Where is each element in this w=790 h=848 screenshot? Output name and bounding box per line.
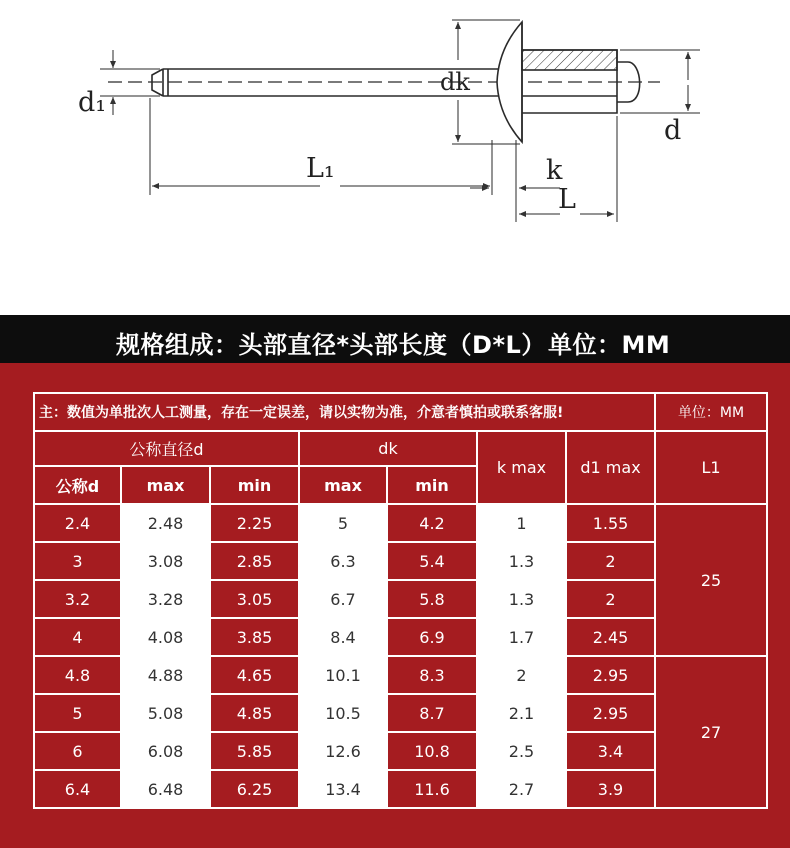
cell-d-min: 4.85 xyxy=(210,694,299,732)
cell-dk-min: 8.3 xyxy=(387,656,477,694)
cell-dk-min: 4.2 xyxy=(387,504,477,542)
cell-d-max: 4.88 xyxy=(121,656,210,694)
cell-k-max: 2.7 xyxy=(477,770,566,808)
header-d1-max: d1 max xyxy=(566,431,655,504)
cell-k-max: 2.1 xyxy=(477,694,566,732)
header-dk-max: max xyxy=(299,466,387,504)
cell-d-max: 6.08 xyxy=(121,732,210,770)
cell-dk-max: 5 xyxy=(299,504,387,542)
cell-nominal-d: 2.4 xyxy=(34,504,121,542)
cell-dk-max: 13.4 xyxy=(299,770,387,808)
cell-d1-max: 2.95 xyxy=(566,694,655,732)
cell-d-min: 4.65 xyxy=(210,656,299,694)
cell-d-min: 2.25 xyxy=(210,504,299,542)
cell-d-max: 3.08 xyxy=(121,542,210,580)
header-dk-min: min xyxy=(387,466,477,504)
cell-dk-min: 10.8 xyxy=(387,732,477,770)
cell-nominal-d: 3.2 xyxy=(34,580,121,618)
cell-k-max: 1.7 xyxy=(477,618,566,656)
note-row xyxy=(34,393,767,431)
cell-nominal-d: 4 xyxy=(34,618,121,656)
cell-d-max: 4.08 xyxy=(121,618,210,656)
cell-dk-max: 6.7 xyxy=(299,580,387,618)
rivet-diagram-svg xyxy=(0,0,790,300)
cell-d-max: 2.48 xyxy=(121,504,210,542)
cell-dk-max: 8.4 xyxy=(299,618,387,656)
label-L: L xyxy=(558,184,576,215)
header-nominal-d: 公称d xyxy=(34,466,121,504)
cell-d-max: 3.28 xyxy=(121,580,210,618)
cell-nominal-d: 6.4 xyxy=(34,770,121,808)
label-L1: L₁ xyxy=(306,153,335,184)
header-nominal-diameter: 公称直径d xyxy=(34,431,299,466)
cell-k-max: 1.3 xyxy=(477,542,566,580)
cell-nominal-d: 4.8 xyxy=(34,656,121,694)
cell-d-max: 5.08 xyxy=(121,694,210,732)
label-k: k xyxy=(546,155,563,186)
cell-d1-max: 3.4 xyxy=(566,732,655,770)
header-d-min: min xyxy=(210,466,299,504)
cell-nominal-d: 5 xyxy=(34,694,121,732)
cell-nominal-d: 6 xyxy=(34,732,121,770)
cell-d1-max: 2.45 xyxy=(566,618,655,656)
cell-dk-max: 10.1 xyxy=(299,656,387,694)
header-row-1 xyxy=(34,431,767,466)
cell-k-max: 1.3 xyxy=(477,580,566,618)
banner-title: 规格组成：头部直径*头部长度（D*L） xyxy=(116,331,546,359)
cell-d-min: 2.85 xyxy=(210,542,299,580)
cell-d1-max: 2 xyxy=(566,542,655,580)
label-d: d xyxy=(664,115,682,146)
spec-table xyxy=(33,392,768,809)
cell-nominal-d: 3 xyxy=(34,542,121,580)
header-d-max: max xyxy=(121,466,210,504)
note-unit: 单位：MM xyxy=(655,393,767,431)
cell-d-min: 5.85 xyxy=(210,732,299,770)
cell-d-min: 3.05 xyxy=(210,580,299,618)
cell-d1-max: 3.9 xyxy=(566,770,655,808)
cell-dk-min: 6.9 xyxy=(387,618,477,656)
cell-d1-max: 2.95 xyxy=(566,656,655,694)
header-k-max: k max xyxy=(477,431,566,504)
header-dk: dk xyxy=(299,431,477,466)
label-dk: dk xyxy=(440,68,470,96)
cell-dk-max: 6.3 xyxy=(299,542,387,580)
header-L1: L1 xyxy=(655,431,767,504)
cell-d1-max: 1.55 xyxy=(566,504,655,542)
banner-unit: 单位：MM xyxy=(548,331,671,359)
cell-dk-min: 5.4 xyxy=(387,542,477,580)
cell-dk-max: 10.5 xyxy=(299,694,387,732)
spec-banner xyxy=(0,315,790,363)
cell-d-min: 3.85 xyxy=(210,618,299,656)
cell-L1-group-1: 25 xyxy=(655,504,767,656)
cell-dk-max: 12.6 xyxy=(299,732,387,770)
rivet-head xyxy=(497,22,522,142)
rivet-drawing xyxy=(0,0,790,300)
note-text: 主：数值为单批次人工测量，存在一定误差，请以实物为准，介意者慎拍或联系客服! xyxy=(34,393,655,431)
cell-d1-max: 2 xyxy=(566,580,655,618)
label-d1: d₁ xyxy=(78,87,107,118)
cell-d-min: 6.25 xyxy=(210,770,299,808)
cell-dk-min: 8.7 xyxy=(387,694,477,732)
cell-k-max: 2.5 xyxy=(477,732,566,770)
table-row xyxy=(34,504,767,542)
cell-dk-min: 11.6 xyxy=(387,770,477,808)
table-row xyxy=(34,656,767,694)
cell-k-max: 1 xyxy=(477,504,566,542)
cell-L1-group-2: 27 xyxy=(655,656,767,808)
cell-dk-min: 5.8 xyxy=(387,580,477,618)
cell-k-max: 2 xyxy=(477,656,566,694)
cell-d-max: 6.48 xyxy=(121,770,210,808)
body-section-hatch xyxy=(522,50,617,70)
